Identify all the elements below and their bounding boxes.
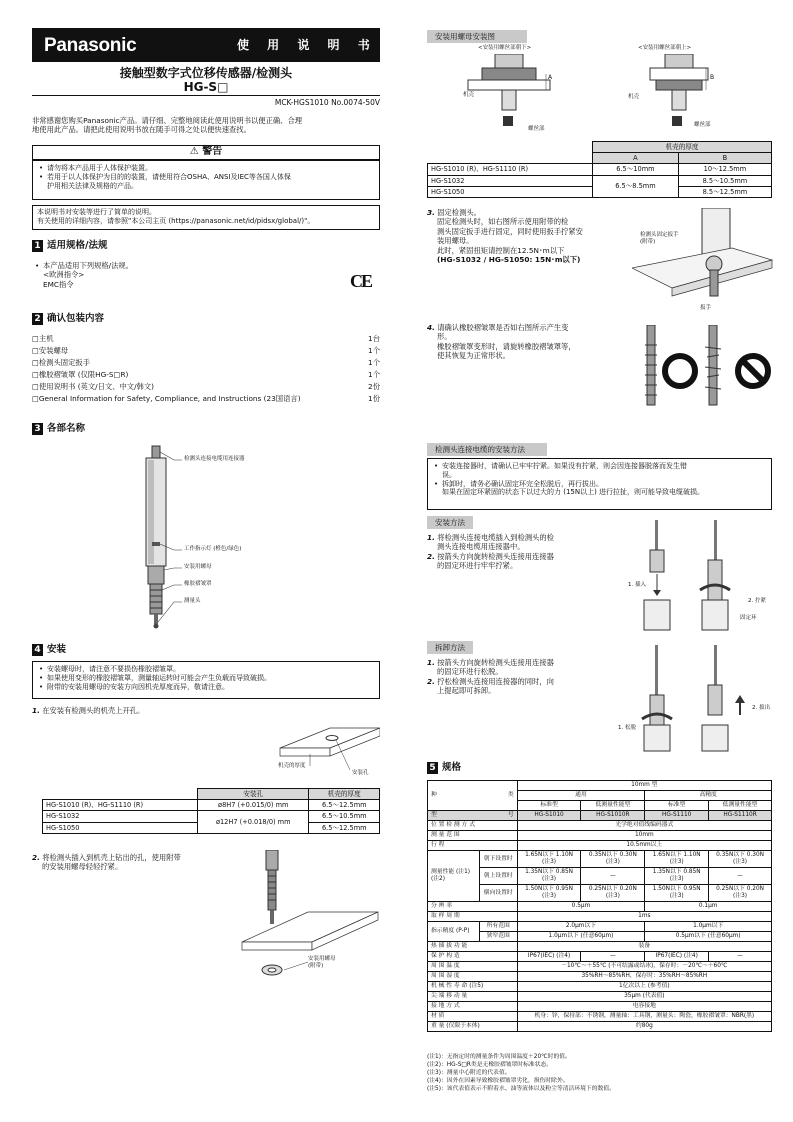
label-supplied-nut: 安装用螺母 (附带)	[308, 956, 336, 969]
install-method-steps: 1. 将检测头连接电缆插入到检测头的检 测头连接电缆用连接器中。 2. 按箭头方向旋转检测头连接用连接器 的固定环进行牢牢拧紧。	[427, 533, 554, 571]
label-probe: 测量头	[184, 598, 201, 604]
label-indicator: 工作指示灯 (橙色/绿色)	[184, 546, 242, 552]
package-item: □使用说明书 (英文/日文、中文/韩文) 2份	[32, 382, 380, 391]
label-wrench: 检测头固定扳手 (附带)	[640, 232, 679, 245]
spec-note: (注4)：因外在因素导致橡胶褶皱罩劣化，损伤时除外。	[427, 1078, 569, 1084]
label-mount-hole: 安装孔	[352, 770, 369, 776]
cable-caution-box: • 安装连接器时，请确认已牢牢拧紧。如果没有拧紧，则会因连接器脱落而发生错 误。 • 拆卸时，请务必确认固定环完全松脱后，再行拔出。 如果在固定环紧固的状态下以过大的力 (15N以上) 进行拉扯，则可能导致电缆破损。	[427, 458, 772, 510]
label-spanner: 扳手	[700, 305, 712, 311]
spec-note: (注5)：该代表值表示不附着水、油等液体以及粉尘等清洁环境下的数值。	[427, 1086, 615, 1092]
part-names-diagram	[130, 440, 380, 635]
doc-type: 使 用 说 明 书	[237, 38, 377, 52]
warning-box: • 请勿将本产品用于人体保护装置。 • 若用于以人体保护为目的的装置，请使用符合OSHA、ANSI及IEC等各国人体保 护用相关法律及规格的产品。	[32, 160, 380, 200]
remove-method-steps: 1. 按箭头方向旋转检测头连接用连接器 的固定环进行松脱。 2. 拧松检测头连接用连接器的同时，向 上提起即可拆卸。	[427, 658, 554, 696]
doc-number: MCK-HGS1010 No.0074-50V	[274, 98, 380, 107]
install-step-3: 3. 固定检测头。 固定检测头时，如右图所示使用附带的检 测头固定扳手进行固定，同时使用扳手拧紧安 装用螺母。 此时，紧固扭矩请控制在12.5N･m以下 (HG-S1032 / HG-S1050: 15N･m以下)	[427, 208, 583, 265]
label-ring: 固定环	[740, 615, 757, 621]
brand-logo: Panasonic	[44, 35, 137, 56]
label-connector: 检测头连接电缆用连接器	[184, 456, 245, 462]
spec-note: (注3)：测量中心附近的代表值。	[427, 1070, 511, 1076]
hole-table: 安装孔 机壳的厚度 HG-S1010 (R)、HG-S1110 (R) ø8H7 (+0.015/0) mm 6.5～12.5mm HG-S1032 ø12H7 (+0.018/0) mm 6.5～10.5mm HG-S1050 6.5～12.5mm	[42, 788, 380, 834]
section-1-body: • 本产品适用下列规格/法规。 <欧洲指令> EMC指令	[34, 261, 334, 289]
spec-note: (注2)：HG-S□R类是无橡胶褶皱罩时标准状态。	[427, 1062, 553, 1068]
warning-header: ⚠ 警告	[32, 145, 380, 160]
divider	[32, 95, 380, 96]
label-pull: 2. 拔出	[752, 705, 770, 711]
bellows-check-diagram	[635, 325, 780, 420]
dim-b: B	[710, 74, 715, 81]
cable-remove-diagram	[600, 645, 775, 755]
install-step-4: 4. 请确认橡胶褶皱罩是否如右图所示产生变 形。 橡胶褶皱罩变形时，请旋转橡胶褶皱罩等， 使其恢复为正常形状。	[427, 323, 576, 361]
product-model: HG-S□	[183, 80, 229, 94]
dim-a: A	[548, 74, 553, 81]
label-loosen: 1. 松脱	[618, 725, 636, 731]
label-tighten: 2. 拧紧	[748, 598, 766, 604]
label-case-right: 机壳	[628, 94, 640, 100]
install-method-title: 安装方法	[427, 516, 473, 529]
package-item: □检测头固定扳手 1个	[32, 358, 380, 367]
wrench-diagram	[632, 208, 777, 313]
label-case-left: 机壳	[463, 92, 475, 98]
package-item: □General Information for Safety, Compliance, and Instructions (23国语言) 1份	[32, 394, 380, 403]
label-nut: 安装用螺母	[184, 564, 212, 570]
section-2-heading: 2 确认包装内容	[32, 313, 104, 327]
package-item: □主机 1台	[32, 334, 380, 343]
cable-section-title: 检测头连接电缆的安装方法	[427, 443, 547, 456]
header-bar	[32, 28, 380, 62]
label-insert: 1. 插入	[628, 582, 646, 588]
mount-nut-diagram	[460, 54, 760, 134]
mount-right-caption: <安装用螺丝部朝上>	[638, 45, 692, 51]
section-4-heading: 4 安装	[32, 644, 66, 658]
label-thread-left: 螺丝部	[528, 126, 545, 132]
section-3-heading: 3 各部名称	[32, 423, 85, 437]
label-bellows: 橡胶褶皱罩	[184, 581, 212, 587]
info-box: 本说明书对安装等进行了简单的说明。 有关使用的详细内容，请参照"本公司主页 (https://panasonic.net/id/pidsx/global/)"。	[32, 205, 380, 230]
install-step-2: 2. 将检测头插入到机壳上钻出的孔，使用附带 的安装用螺母轻轻拧紧。	[32, 853, 181, 872]
mount-thickness-table: 机壳的厚度 A B HG-S1010 (R)、HG-S1110 (R) 6.5～10mm 10～12.5mm HG-S1032 6.5～8.5mm 8.5～10.5mm HG-S1050 8.5～12.5mm	[427, 141, 772, 198]
intro-text: 非常感谢您购买Panasonic产品。请仔细、完整地阅读此使用说明书以便正确、合理 地使用此产品。请把此使用说明书放在随手可得之处以便快速查找。	[32, 116, 303, 135]
label-thread-right: 螺丝部	[694, 122, 711, 128]
label-case-thickness: 机壳的厚度	[278, 763, 306, 769]
package-item: □安装螺母 1个	[32, 346, 380, 355]
spec-table: 种 类 10mm 型 通用 高精度 标准型 低测量性能型 标准型 低测量性能型 型 号 HG-S1010 HG-S1010R HG-S1110 HG-S1110R 位 置 检 测 方 式 光学绝对值线编码器式 测 量 范 围 10mm 行 程 10.5mm以上 测量性能 (注1) (注2) 朝下设置时 1.65N以下 1.10N (注3) 0.35N以下 0.30N (注3) 1.65N以下 1.10N (注3) 0.35N以下 0.30N (注3) 朝上设置时 1.35N以下 0.85N (注3) — 1.35N以下 0.85N (注3) — 横向设置时 1.50N以下 0.95N (注3) 0.25N以下 0.20N (注3) 1.50N以下 0.95N (注3) 0.25N以下 0.20N (注3) 分 辨 率 0.5μm 0.1μm 取 样 周 期 1ms 指示精度 (P-P) 所有范围 2.0μm以下 1.0μm以下 狭窄范围 1.0μm以下 (任意60μm) 0.5μm以下 (任意60μm) 热 插 拔 功 能 装备 保 护 构 造 IP67(IEC) (注4) — IP67(IEC) (注4) — 周 围 温 度 －10℃～＋55℃ (不可结露或结冰)，保存时：－20℃～＋60℃ 周 围 湿 度 35%RH～85%RH，保存时：35%RH～85%RH 机 械 性 寿 命 (注5) 1亿次以上 (参考值) 尖 端 移 动 量 35μm (代表值) 接 地 方 式 电容接地 材 质 机身：锌，保持部：不锈钢，测量轴：工具钢，测量头：陶瓷，橡胶褶皱罩：NBR(黑) 重 量 (仅限于本体) 约80g	[427, 780, 772, 1032]
install-caution-box: • 安装螺母时，请注意不要损伤橡胶褶皱罩。 • 如果使用变形的橡胶褶皱罩，测量轴运转时可能会产生负载而导致破损。 • 附带的安装用螺母的安装方向因机壳厚度而异，敬请注意。	[32, 661, 380, 699]
spec-note: (注1)：无指定时的测量条件为周围温度＋20℃时的值。	[427, 1054, 571, 1060]
ce-mark: CE	[350, 271, 372, 291]
section-5-heading: 5 规格	[427, 762, 461, 776]
warning-icon: ⚠	[189, 146, 199, 157]
mount-figure-title: 安装用螺母安装图	[427, 30, 527, 43]
mount-left-caption: <安装用螺丝部朝下>	[478, 45, 532, 51]
product-title: 接触型数字式位移传感器/检测头	[119, 66, 293, 80]
section-1-heading: 1 适用规格/法规	[32, 240, 107, 254]
remove-method-title: 拆卸方法	[427, 641, 473, 654]
package-item: □橡胶褶皱罩 (仅限HG-S□R) 1个	[32, 370, 380, 379]
install-step-1: 1. 在安装有检测头的机壳上开孔。	[32, 706, 145, 715]
